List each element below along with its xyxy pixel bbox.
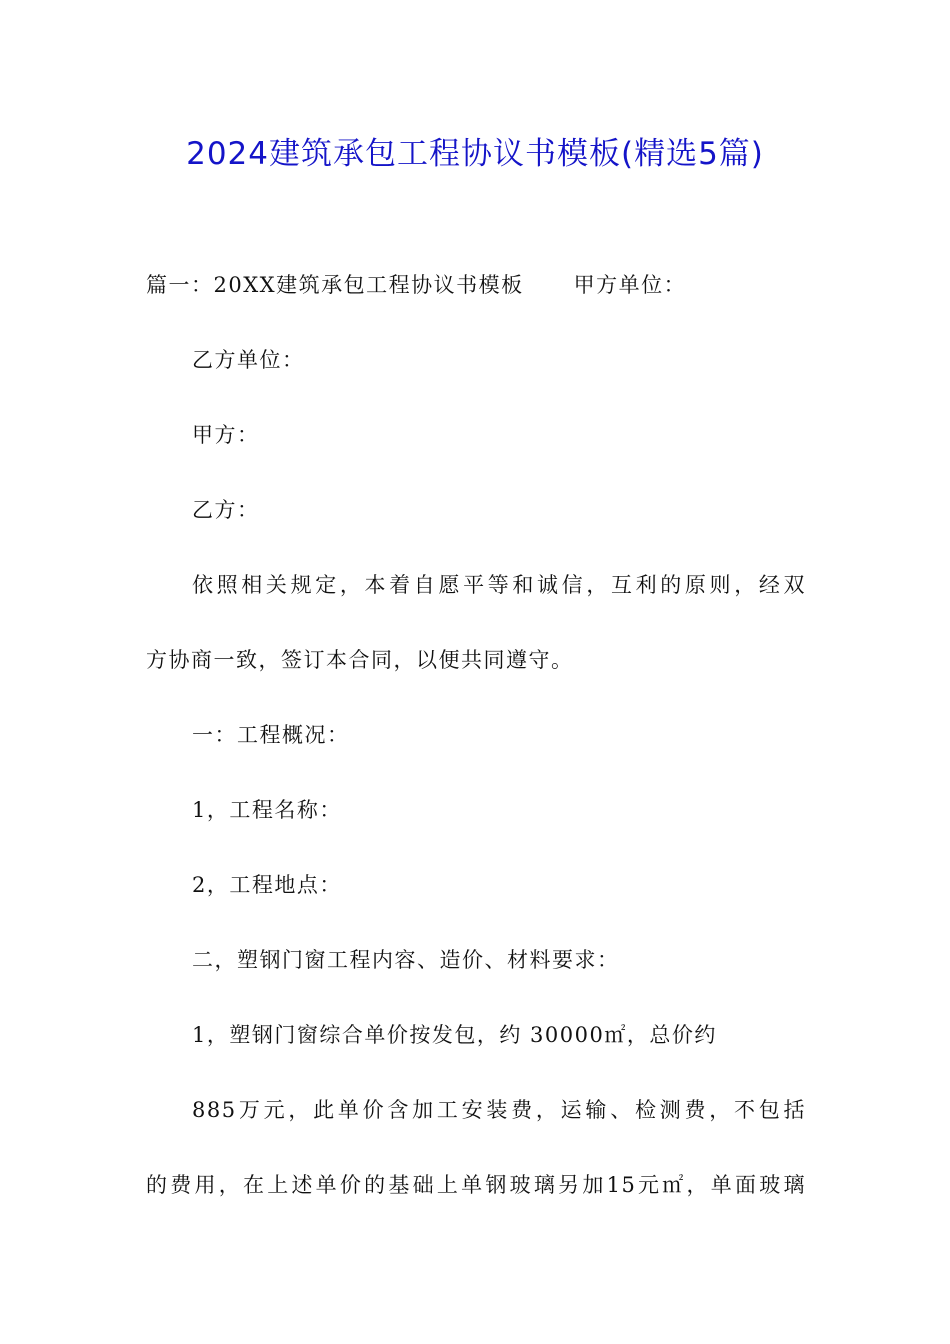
paragraph-line: 的费用，在上述单价的基础上单钢玻璃另加15元㎡，单面玻璃 [146, 1173, 806, 1197]
list-item: 1，塑钢门窗综合单价按发包，约 30000㎡，总价约 [192, 1023, 717, 1047]
party-b-label: 乙方： [192, 498, 260, 522]
paragraph-line [146, 270, 686, 300]
list-item: 1，工程名称： [192, 798, 342, 822]
party-a-label: 甲方： [192, 423, 260, 447]
list-item: 2，工程地点： [192, 873, 342, 897]
paragraph-line: 885万元，此单价含加工安装费，运输、检测费，不包括 [192, 1098, 806, 1122]
section-heading: 篇一：20XX建筑承包工程协议书模板 [146, 273, 524, 297]
paragraph-line: 依照相关规定，本着自愿平等和诚信，互利的原则，经双 [192, 573, 806, 597]
section-heading: 一：工程概况： [192, 723, 350, 747]
paragraph-line: 方协商一致，签订本合同，以便共同遵守。 [146, 648, 574, 672]
party-a-unit-label: 甲方单位： [573, 273, 687, 297]
section-heading: 二，塑钢门窗工程内容、造价、材料要求： [192, 948, 620, 972]
document-title: 2024建筑承包工程协议书模板(精选5篇) [186, 136, 764, 172]
party-b-unit-label: 乙方单位： [192, 348, 305, 372]
